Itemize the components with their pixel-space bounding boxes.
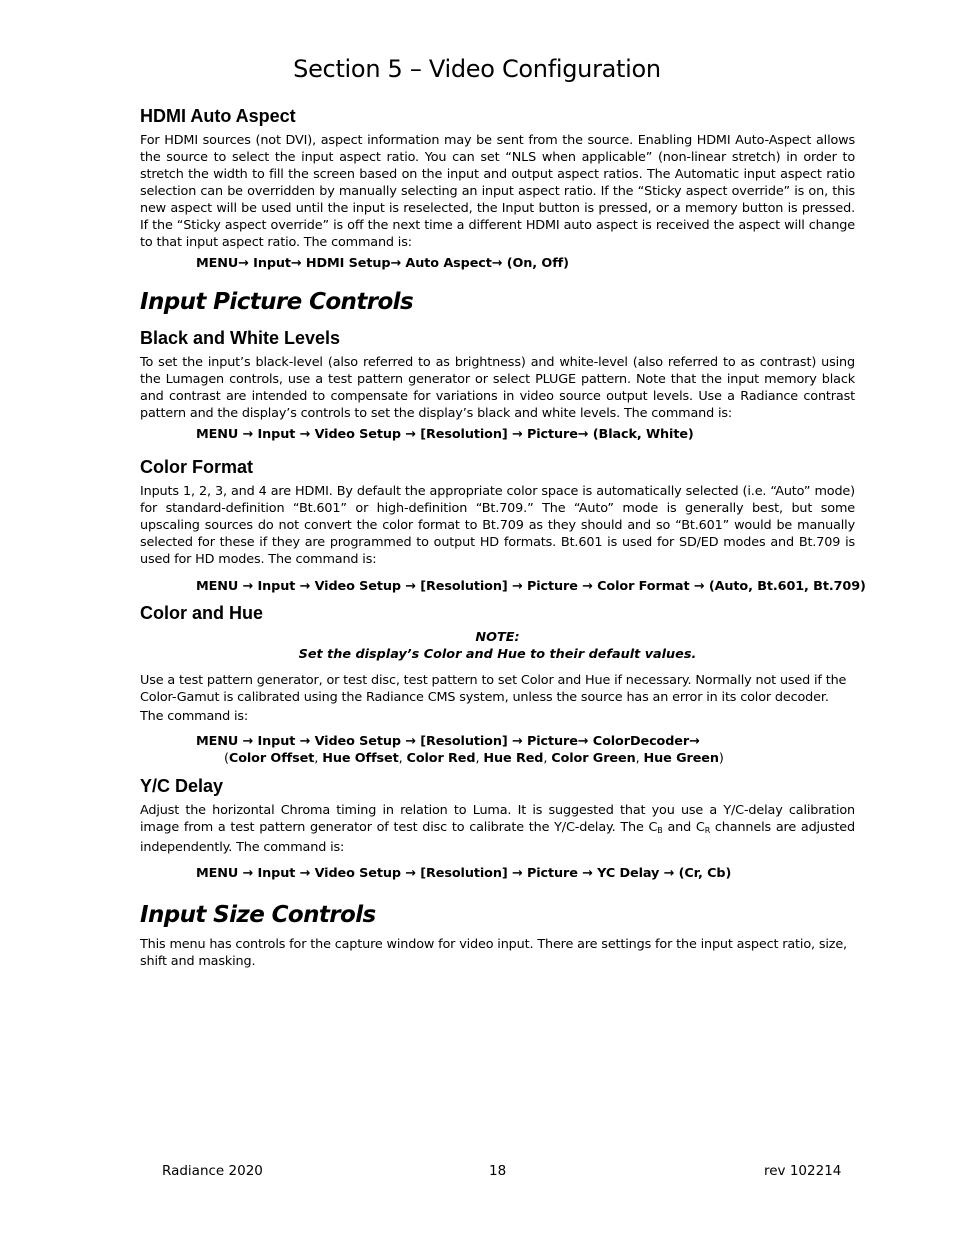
paragraph-color-and-hue-command-intro: The command is: — [140, 709, 249, 724]
footer-product: Radiance 2020 — [162, 1163, 263, 1179]
command-color-format: MENU → Input → Video Setup → [Resolution] → Picture → Color Format → (Auto, Bt.601, Bt.709) — [196, 579, 866, 594]
paragraph-black-white-levels: To set the input’s black-level (also referred to as brightness) and white-level (also referred to as contrast) using the Lumagen controls, use a test pattern generator or select PLUGE pattern. Note that the input memory black and contrast are intended to compensate for variations in video source output levels. Use a Radiance contrast pattern and the display’s controls to set the display’s black and white levels. The command is: — [140, 355, 855, 421]
paragraph-input-size-controls: This menu has controls for the capture window for video input. There are settings for the input aspect ratio, size, shift and masking. — [140, 937, 847, 969]
footer-revision: rev 102214 — [764, 1163, 842, 1179]
heading-color-and-hue: Color and Hue — [140, 603, 264, 623]
heading-black-white-levels: Black and White Levels — [140, 328, 341, 348]
option-hue-offset: Hue Offset — [322, 751, 399, 766]
paragraph-yc-delay: Adjust the horizontal Chroma timing in relation to Luma. It is suggested that you use a Y/C-delay calibration image from a test pattern generator of test disc to calibrate the Y/C-delay. The $C_B$ and $C_R$ channels are adjusted independently. The command is: — [140, 803, 856, 855]
paragraph-hdmi-auto-aspect: For HDMI sources (not DVI), aspect information may be sent from the source. Enabling HDMI Auto-Aspect allows the source to select the input aspect ratio. You can set “NLS when applicable” (non-linear stretch) in order to stretch the width to fill the screen based on the input and output aspect ratios. The Automatic input aspect ratio selection can be overridden by manually selecting an input aspect ratio. If the “Sticky aspect override” is on, this new aspect will be used until the input is reselected, the Input button is pressed, or a memory button is pressed. If the “Sticky aspect override” is off the next time a different HDMI auto aspect is received the aspect will change to that input aspect ratio. The command is: — [140, 133, 855, 250]
heading-input-picture-controls: Input Picture Controls — [140, 289, 414, 315]
command-color-and-hue: MENU → Input → Video Setup → [Resolution] → Picture→ ColorDecoder→ — [196, 734, 700, 749]
option-color-green: Color Green — [551, 751, 636, 766]
note-title: NOTE: — [475, 630, 520, 645]
note-text: Set the display’s Color and Hue to their default values. — [298, 647, 697, 662]
command-color-and-hue-options: (Color Offset, Hue Offset, Color Red, Hue Red, Color Green, Hue Green) — [224, 751, 724, 766]
heading-input-size-controls: Input Size Controls — [140, 902, 376, 928]
command-black-white-levels: MENU → Input → Video Setup → [Resolution] → Picture→ (Black, White) — [196, 427, 694, 442]
option-color-offset: Color Offset — [228, 751, 315, 766]
page-title: Section 5 – Video Configuration — [293, 55, 661, 83]
heading-hdmi-auto-aspect: HDMI Auto Aspect — [140, 106, 296, 126]
paragraph-color-and-hue: Use a test pattern generator, or test disc, test pattern to set Color and Hue if necessary. Normally not used if the Color-Gamut is calibrated using the Radiance CMS system, unless the source has an error in its color decoder. — [140, 673, 847, 705]
paragraph-color-format: Inputs 1, 2, 3, and 4 are HDMI. By default the appropriate color space is automatically selected (i.e. “Auto” mode) for standard-definition “Bt.601” or high-definition “Bt.709.” The “Auto” mode is generally best, but some upscaling sources do not convert the color format to Bt.709 as they should and so “Bt.601” would be manually selected for these if they are programmed to output HD formats. Bt.601 is used for SD/ED modes and Bt.709 is used for HD modes. The command is: — [140, 484, 855, 567]
heading-color-format: Color Format — [140, 457, 254, 477]
option-hue-red: Hue Red — [483, 751, 544, 766]
footer-page-number: 18 — [489, 1163, 507, 1179]
document-body — [140, 105, 866, 970]
command-hdmi-auto-aspect: MENU→ Input→ HDMI Setup→ Auto Aspect→ (On, Off) — [196, 256, 569, 271]
option-hue-green: Hue Green — [643, 751, 719, 766]
heading-yc-delay: Y/C Delay — [140, 776, 224, 796]
option-color-red: Color Red — [406, 751, 476, 766]
command-yc-delay: MENU → Input → Video Setup → [Resolution] → Picture → YC Delay → (Cr, Cb) — [196, 866, 732, 881]
